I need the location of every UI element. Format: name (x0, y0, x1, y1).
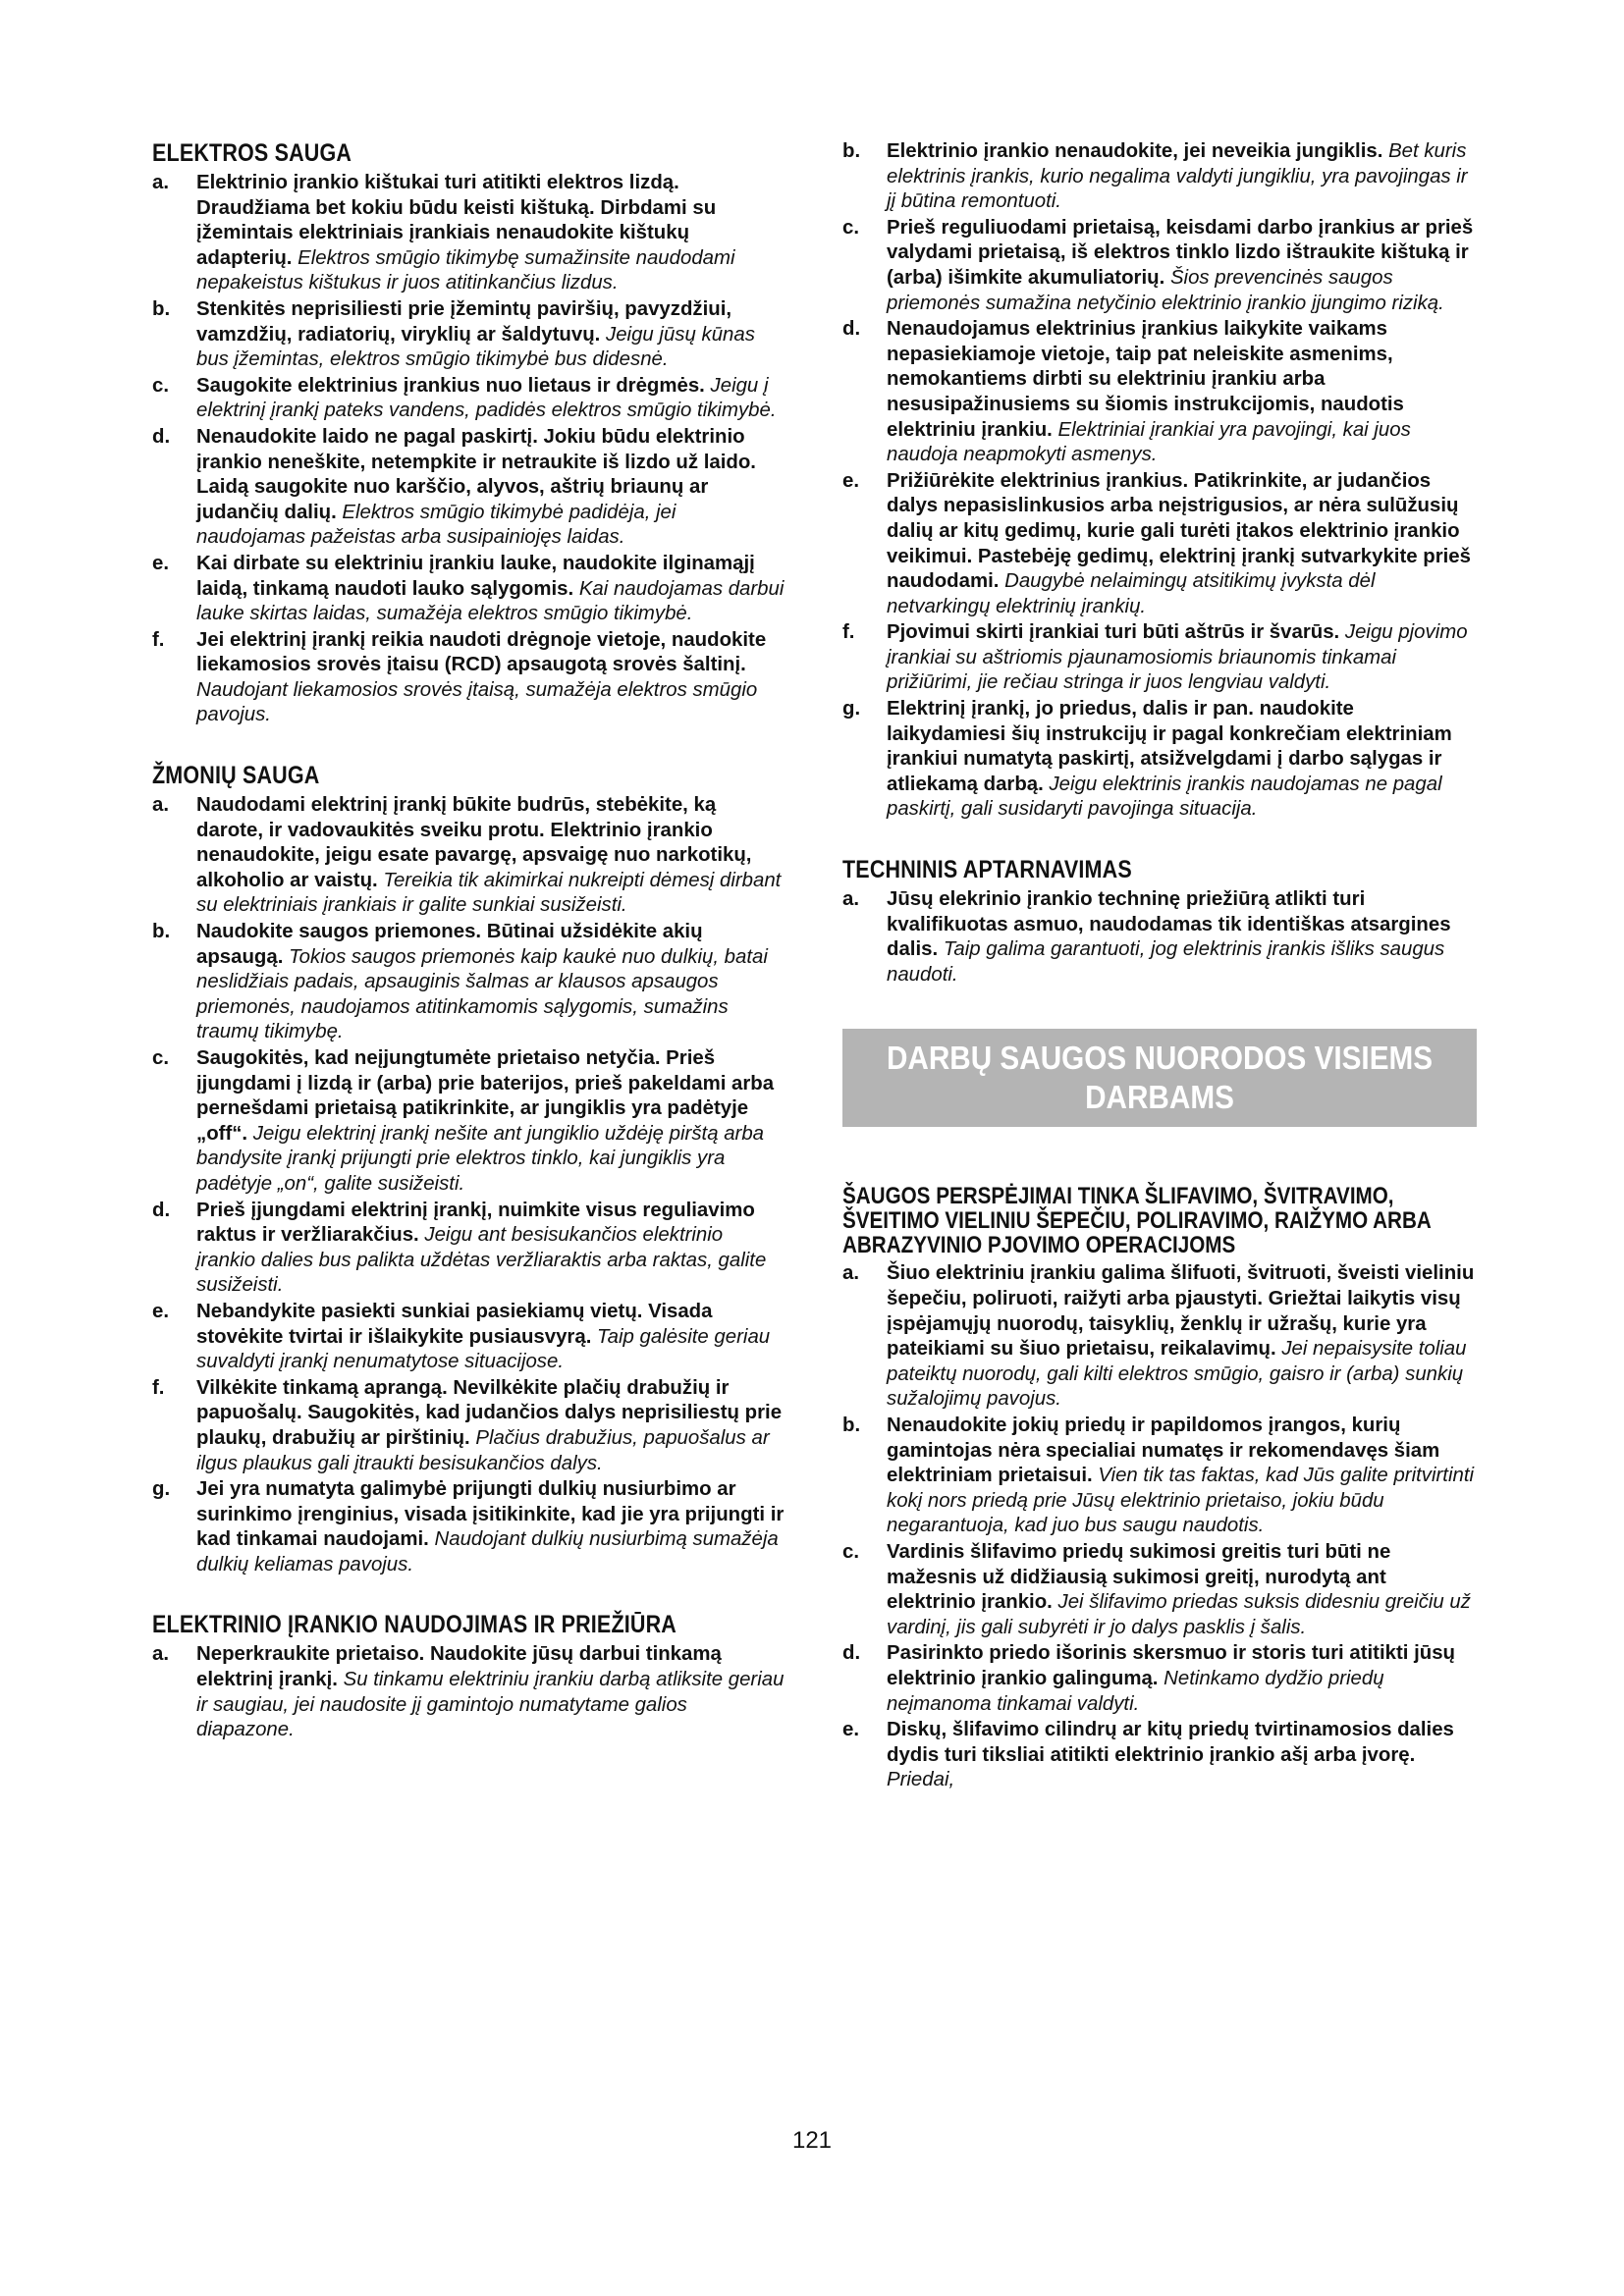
item-italic-text: Jeigu elektrinis įrankis naudojamas ne pagal paskirtį, gali susidaryti pavojinga situacija. (887, 773, 1442, 821)
list-item (842, 317, 1477, 468)
section-tool-use-continued (842, 139, 1477, 823)
item-letter: b. (152, 921, 171, 943)
left-column (152, 139, 786, 1777)
item-italic-text: Daugybė nelaimingų atsitikimų įvyksta dėl netvarkingų elektrinių įrankių. (887, 570, 1376, 617)
item-italic-text: Jeigu į elektrinį įrankį pateks vandens, padidės elektros smūgio tikimybė. (196, 374, 777, 422)
item-bold-text: Elektrinio įrankio nenaudokite, jei neveikia jungiklis. (887, 140, 1383, 162)
list-item (152, 1477, 786, 1577)
item-bold-text: Saugokite elektrinius įrankius nuo lietaus ir drėgmės. (196, 374, 705, 397)
list-item (152, 1642, 786, 1742)
list-item (842, 887, 1477, 988)
item-letter: c. (842, 216, 860, 239)
item-bold-text: Jūsų elekrinio įrankio techninę priežiūrą atlikti turi kvalifikuotas asmuo, naudodamas tik identiškas atsargines dalis. (887, 888, 1451, 961)
item-letter: e. (842, 1719, 860, 1741)
item-bold-text: Vardinis šlifavimo priedų sukimosi greitis turi būti ne mažesnis už didžiausią sukimosi greitį, nurodytą ant elektrinio įrankio. (887, 1540, 1391, 1614)
item-bold-text: Pjovimui skirti įrankiai turi būti aštrūs ir švarūs. (887, 621, 1340, 644)
item-italic-text: Jeigu ant besisukančios elektrinio įrankio dalies bus palikta uždėtas veržliaraktis arba raktas, galite susižeisti. (196, 1224, 767, 1297)
item-italic-text: Jeigu pjovimo įrankiai su aštriomis pjaunamosiomis briaunomis tinkamai prižiūrimi, jie rečiau stringa ir juos lengviau valdyti. (887, 621, 1468, 694)
item-italic-text: Jei nepaisysite toliau pateiktų nuorodų, gali kilti elektros smūgio, gaisro ir (arba) sunkių sužalojimų pavojus. (887, 1338, 1467, 1411)
item-letter: g. (152, 1478, 171, 1501)
item-italic-text: Elektros smūgio tikimybė padidėja, jei naudojamas pažeistas arba susipainiojęs laidas. (196, 501, 677, 549)
item-bold-text: Nenaudojamus elektrinius įrankius laikykite vaikams nepasiekiamoje vietoje, taip pat neleiskite asmenims, nemokantiems dirbti su elektriniu įrankiu arba nesusipažinusiems su šiomis instrukcijomis, naudotis elektriniu įrankiu. (887, 318, 1404, 441)
list-item (842, 1718, 1477, 1793)
item-italic-text: Tereikia tik akimirkai nukreipti dėmesį dirbant su elektriniais įrankiais ir galite sunkiai susižeisti. (196, 869, 782, 917)
item-letter: f. (152, 1376, 165, 1399)
list-item (842, 469, 1477, 620)
section-heading: ELEKTRINIO ĮRANKIO NAUDOJIMAS IR PRIEŽIŪRA (152, 1611, 677, 1639)
item-italic-text: Plačius drabužius, papuošalus ar ilgus plaukus gali įtraukti besisukančios dalys. (196, 1426, 770, 1474)
item-bold-text: Nenaudokite jokių priedų ir papildomos įrangos, kurių gamintojas nėra specialiai numatęs ir rekomendavęs šiam elektriniam prietaisui. (887, 1414, 1440, 1487)
item-letter: a. (152, 1643, 170, 1666)
item-letter: e. (152, 552, 170, 574)
item-letter: c. (152, 1047, 170, 1069)
item-letter: e. (842, 469, 860, 492)
section-heading: ELEKTROS SAUGA (152, 139, 352, 167)
section-heading: ŠAUGOS PERSPĖJIMAI TINKA ŠLIFAVIMO, ŠVITRAVIMO, ŠVEITIMO VIELINIU ŠEPEČIU, POLIRAVIMO, RAIŽYMO ARBA ABRAZYVINIO PJOVIMO OPERACIJOMS (842, 1183, 1431, 1259)
section-grinding-warnings (842, 1184, 1477, 1792)
item-letter: b. (842, 140, 861, 162)
section-personal-safety (152, 762, 786, 1577)
item-bold-text: Diskų, šlifavimo cilindrų ar kitų priedų tvirtinamosios dalies dydis turi tiksliai atitikti elektrinio įrankio ašį arba įvorę. (887, 1719, 1454, 1766)
section-tool-use-and-care (152, 1611, 786, 1742)
right-column (842, 139, 1477, 1827)
page-number: 121 (791, 2127, 833, 2154)
list-item (152, 793, 786, 919)
item-letter: b. (152, 297, 171, 320)
list-item (152, 374, 786, 424)
section-electrical-safety (152, 139, 786, 728)
item-bold-text: Neperkraukite prietaiso. Naudokite jūsų darbui tinkamą elektrinį įrankį. (196, 1643, 722, 1691)
item-bold-text: Prieš reguliuodami prietaisą, keisdami darbo įrankius ar prieš valydami prietaisą, iš elektros tinklo lizdo ištraukite kištuką ir (arba) išimkite akumuliatorių. (887, 216, 1474, 289)
item-italic-text: Taip galėsite geriau suvaldyti įrankį nenumatytose situacijose. (196, 1325, 771, 1373)
item-italic-text: Elektros smūgio tikimybę sumažinsite naudodami nepakeistus kištukus ir juos atitinkančius lizdus. (196, 246, 735, 294)
item-letter: f. (842, 621, 855, 644)
item-bold-text: Naudokite saugos priemones. Būtinai užsidėkite akių apsaugą. (196, 921, 703, 968)
item-bold-text: Saugokitės, kad neįjungtumėte prietaiso netyčia. Prieš įjungdami į lizdą ir (arba) prie baterijos, prieš pakeldami arba pernešdami prietaisą patikrinkite, ar jungiklis yra padėtyje „off“. (196, 1047, 775, 1145)
list-item (842, 216, 1477, 316)
item-letter: f. (152, 628, 165, 651)
item-bold-text: Prižiūrėkite elektrinius įrankius. Patikrinkite, ar judančios dalys nepasislinkusios arba neįstrigusios, ar nėra sulūžusių dalių ar kitų gedimų, kurie gali turėti įtakos elektrinio įrankio veikimui. Pastebėję gedimų, elektrinį įrankį sutvarkykite prieš naudodami. (887, 469, 1471, 593)
item-letter: a. (152, 172, 170, 193)
item-italic-text: Jei šlifavimo priedas suksis didesniu greičiu už vardinį, jis gali subyrėti ir jo dalys pasklis į šalis. (887, 1591, 1471, 1638)
item-bold-text: Stenkitės neprisiliesti prie įžemintų paviršių, pavyzdžiui, vamzdžių, radiatorių, viryklių ar šaldytuvų. (196, 297, 732, 346)
list-item (842, 1641, 1477, 1717)
item-letter: b. (842, 1414, 861, 1436)
list-item (842, 620, 1477, 696)
item-bold-text: Elektrinio įrankio kištukai turi atitikti elektros lizdą. Draudžiama bet kokiu būdu keisti kištuką. Dirbdami su įžemintais elektriniais įrankiais nenaudokite kištukų adapterių. (196, 172, 717, 269)
item-italic-text: Taip galima garantuoti, jog elektrinis įrankis išliks saugus naudoti. (887, 938, 1445, 986)
item-italic-text: Šios prevencinės saugos priemonės sumažina netyčinio elektrinio įrankio įjungimo riziką. (887, 266, 1444, 314)
item-letter: a. (842, 888, 860, 911)
item-bold-text: Nenaudokite laido ne pagal paskirtį. Jokiu būdu elektrinio įrankio neneškite, netempkite ir netraukite iš lizdo už laido. Laidą saugokite nuo karščio, alyvos, aštrių briaunų ar judančių dalių. (196, 425, 756, 523)
item-italic-text: Naudojant liekamosios srovės įtaisą, sumažėja elektros smūgio pavojus. (196, 678, 758, 726)
list-item (152, 552, 786, 627)
item-letter: a. (152, 794, 170, 817)
list-item (842, 1261, 1477, 1413)
item-italic-text: Bet kuris elektrinis įrankis, kurio negalima valdyti jungikliu, yra pavojingas ir jį būtina remontuoti. (887, 140, 1468, 213)
list-item (152, 1376, 786, 1476)
item-letter: c. (152, 374, 170, 397)
item-italic-text: Jeigu jūsų kūnas bus įžemintas, elektros smūgio tikimybė bus didesnė. (196, 323, 755, 371)
item-bold-text: Nebandykite pasiekti sunkiai pasiekiamų vietų. Visada stovėkite tvirtai ir išlaikykite pusiausvyrą. (196, 1300, 713, 1348)
item-letter: d. (842, 318, 861, 341)
list-item (842, 1414, 1477, 1539)
item-bold-text: Naudodami elektrinį įrankį būkite budrūs, stebėkite, ką darote, ir vadovaukitės sveiku protu. Elektrinio įrankio nenaudokite, jeigu esate pavargę, apsvaigę nuo narkotikų, alkoholio ar vaistų. (196, 794, 752, 891)
list-item (152, 920, 786, 1045)
item-italic-text: Tokios saugos priemonės kaip kaukė nuo dulkių, batai neslidžiais padais, apsauginis šalmas ar klausos apsaugos priemonės, naudojamos atitinkamomis sąlygomis, sumažins traumų tikimybę. (196, 945, 768, 1043)
list-item (842, 1540, 1477, 1640)
item-italic-text: Kai naudojamas darbui lauke skirtas laidas, sumažėja elektros smūgio tikimybė. (196, 577, 785, 625)
item-letter: g. (842, 698, 861, 721)
item-letter: c. (842, 1540, 860, 1563)
list-item (842, 697, 1477, 823)
item-letter: d. (842, 1642, 861, 1665)
item-bold-text: Vilkėkite tinkamą aprangą. Nevilkėkite plačių drabužių ir papuošalų. Saugokitės, kad judančios dalys neprisiliestų prie plaukų, drabužių ar pirštinių. (196, 1376, 783, 1449)
item-italic-text: Su tinkamu elektriniu įrankiu darbą atliksite geriau ir saugiau, jei naudosite jį gamintojo numatytame galios diapazone. (196, 1669, 785, 1741)
list-item (152, 297, 786, 373)
item-letter: d. (152, 1199, 171, 1221)
item-bold-text: Kai dirbate su elektriniu įrankiu lauke, naudokite ilginamąjį laidą, tinkamą naudoti lauko sąlygomis. (196, 552, 755, 600)
list-item (842, 139, 1477, 215)
item-letter: e. (152, 1300, 170, 1322)
section-service (842, 856, 1477, 988)
item-bold-text: Pasirinkto priedo išorinis skersmuo ir storis turi atitikti jūsų elektrinio įrankio galingumą. (887, 1642, 1456, 1689)
list-item (152, 1199, 786, 1299)
section-heading: ŽMONIŲ SAUGA (152, 762, 320, 790)
section-heading: TECHNINIS APTARNAVIMAS (842, 856, 1132, 884)
safety-instructions-banner (842, 1029, 1477, 1127)
item-italic-text: Naudojant dulkių nusiurbimą sumažėja dulkių keliamas pavojus. (196, 1528, 779, 1575)
item-bold-text: Jei yra numatyta galimybė prijungti dulkių nusiurbimo ar surinkimo įrenginius, visada įsitikinkite, kad jie yra prijungti ir kad tinkamai naudojami. (196, 1478, 785, 1551)
item-bold-text: Jei elektrinį įrankį reikia naudoti drėgnoje vietoje, naudokite liekamosios srovės įtaisu (RCD) apsaugotą srovės šaltinį. (196, 628, 767, 676)
item-italic-text: Priedai, (887, 1769, 955, 1791)
item-italic-text: Jeigu elektrinį įrankį nešite ant jungiklio uždėję pirštą arba bandysite įrankį prijungti prie elektros tinklo, kai jungiklis yra padėtyje „on“, galite susižeisti. (196, 1122, 765, 1195)
list-item (152, 1046, 786, 1198)
list-item (152, 628, 786, 728)
item-italic-text: Netinkamo dydžio priedų neįmanoma tinkamai valdyti. (887, 1667, 1384, 1715)
item-bold-text: Šiuo elektriniu įrankiu galima šlifuoti, švitruoti, šveisti vieliniu šepečiu, poliruoti, raižyti arba pjaustyti. Griežtai laikytis visų įspėjamųjų nuorodų, taisyklių, ženklų ir užrašų, kurie yra pateikiami su šiuo prietaisu, reikalavimų. (887, 1262, 1475, 1361)
item-letter: a. (842, 1262, 860, 1285)
list-item (152, 171, 786, 296)
list-item (152, 425, 786, 551)
item-letter: d. (152, 425, 171, 448)
list-item (152, 1300, 786, 1375)
item-bold-text: Prieš įjungdami elektrinį įrankį, nuimkite visus reguliavimo raktus ir veržliarakčius. (196, 1199, 755, 1247)
item-italic-text: Elektriniai įrankiai yra pavojingi, kai juos naudoja neapmokyti asmenys. (887, 418, 1411, 466)
item-bold-text: Elektrinį įrankį, jo priedus, dalis ir pan. naudokite laikydamiesi šių instrukcijų ir pagal konkrečiam elektriniam įrankiui numatytą paskirtį, atsižvelgdami į darbo sąlygas ir atliekamą darbą. (887, 698, 1452, 795)
item-italic-text: Vien tik tas faktas, kad Jūs galite pritvirtinti kokį nors priedą prie Jūsų elektrinio prietaiso, jokiu būdu negarantuoja, kad juo bus saugu naudotis. (887, 1465, 1475, 1537)
banner-title: DARBŲ SAUGOS NUORODOS VISIEMS DARBAMS (886, 1040, 1434, 1116)
